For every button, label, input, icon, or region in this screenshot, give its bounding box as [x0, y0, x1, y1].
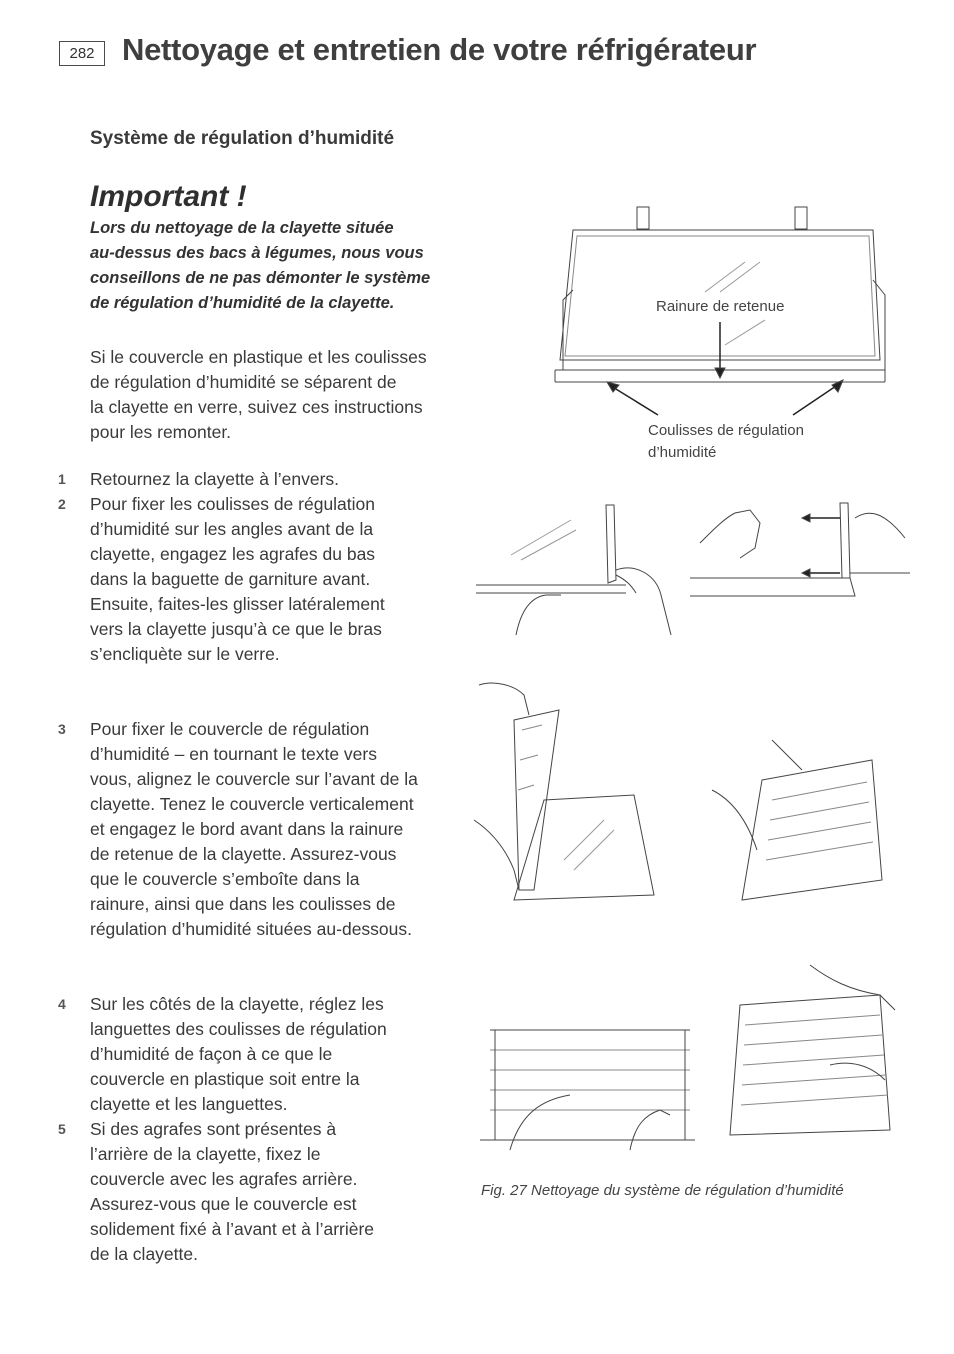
step-text	[90, 467, 339, 492]
illustration-insert-cover-right	[712, 740, 892, 910]
step-line: languettes des coulisses de régulation	[90, 1019, 387, 1039]
slide-pointer-left	[611, 386, 658, 415]
illustration-insert-cover-left	[474, 680, 684, 915]
step-line: vers la clayette jusqu’à ce que le bras	[90, 619, 382, 639]
step-line: d’humidité sur les angles avant de la	[90, 519, 374, 539]
label-line: Coulisses de régulation	[648, 422, 804, 439]
slide-pointer-right	[793, 384, 839, 415]
step-line: Pour fixer les coulisses de régulation	[90, 494, 376, 514]
label-retaining-groove: Rainure de retenue	[656, 298, 785, 315]
intro-line: la clayette en verre, suivez ces instructions	[90, 397, 423, 417]
step-line: d’humidité – en tournant le texte vers	[90, 744, 377, 764]
shelf-tab	[637, 207, 649, 229]
figure-caption: Fig. 27 Nettoyage du système de régulation d’humidité	[481, 1182, 844, 1199]
step-line: Sur les côtés de la clayette, réglez les	[90, 994, 384, 1014]
step-line: clayette, engagez les agrafes du bas	[90, 544, 376, 564]
hand-icon	[630, 1110, 670, 1150]
label-humidity-slides	[648, 420, 804, 464]
page-title: Nettoyage et entretien de votre réfrigérateur	[122, 32, 757, 67]
illustration-attach-slide-right	[690, 478, 910, 608]
illustration-attach-slide-left	[476, 485, 676, 635]
step-line: vous, alignez le couvercle sur l’avant de la	[90, 769, 418, 789]
hand-icon	[474, 820, 519, 890]
important-text	[90, 216, 450, 316]
step-line: couvercle avec les agrafes arrière.	[90, 1169, 358, 1189]
important-line: conseillons de ne pas démonter le système	[90, 269, 431, 287]
important-line: au-dessus des bacs à légumes, nous vous	[90, 244, 424, 262]
step-number: 5	[58, 1121, 66, 1137]
hand-icon	[616, 568, 671, 635]
step-line: rainure, ainsi que dans les coulisses de	[90, 894, 396, 914]
step-line: Pour fixer le couvercle de régulation	[90, 719, 370, 739]
humidity-cover	[742, 760, 882, 900]
illustration-adjust-tabs-left	[470, 1025, 695, 1150]
arrow-icon	[802, 569, 810, 577]
step-number: 4	[58, 996, 66, 1012]
step-line: Si des agrafes sont présentes à	[90, 1119, 337, 1139]
shelf-tab	[795, 207, 807, 229]
hand-icon	[479, 683, 529, 715]
step-text	[90, 717, 418, 942]
step-line: Retournez la clayette à l’envers.	[90, 469, 340, 489]
step-text	[90, 492, 385, 667]
step-line: clayette et les languettes.	[90, 1094, 288, 1114]
step-line: s’encliquète sur le verre.	[90, 644, 280, 664]
section-heading: Système de régulation d’humidité	[90, 128, 395, 149]
step-text	[90, 992, 387, 1117]
important-title: Important !	[90, 180, 247, 213]
step-line: couvercle en plastique soit entre la	[90, 1069, 360, 1089]
important-line: de régulation d’humidité de la clayette.	[90, 294, 395, 312]
step-line: Assurez-vous que le couvercle est	[90, 1194, 357, 1214]
step-number: 2	[58, 496, 66, 512]
intro-line: de régulation d’humidité se séparent de	[90, 372, 397, 392]
hand-icon	[772, 740, 802, 770]
step-line: clayette. Tenez le couvercle verticalement	[90, 794, 414, 814]
step-line: régulation d’humidité situées au-dessous.	[90, 919, 412, 939]
illustration-adjust-tabs-right	[720, 965, 900, 1145]
important-line: Lors du nettoyage de la clayette située	[90, 219, 394, 237]
step-line: d’humidité de façon à ce que le	[90, 1044, 333, 1064]
intro-line: Si le couvercle en plastique et les coulisses	[90, 347, 427, 367]
intro-line: pour les remonter.	[90, 422, 232, 442]
shelf-diagram	[555, 200, 905, 390]
hand-icon	[700, 510, 760, 558]
hand-icon	[855, 513, 905, 538]
step-number: 3	[58, 721, 66, 737]
step-text	[90, 1117, 374, 1267]
step-line: et engagez le bord avant dans la rainure	[90, 819, 404, 839]
intro-paragraph	[90, 345, 427, 445]
step-line: Ensuite, faites-les glisser latéralement	[90, 594, 385, 614]
step-line: de retenue de la clayette. Assurez-vous	[90, 844, 397, 864]
arrow-icon	[802, 514, 810, 522]
arrow-icon	[715, 368, 725, 378]
hand-icon	[516, 595, 561, 635]
hand-icon	[712, 790, 757, 850]
hand-icon	[510, 1095, 570, 1150]
step-number: 1	[58, 471, 66, 487]
page-number: 282	[59, 41, 105, 66]
step-line: solidement fixé à l’avant et à l’arrière	[90, 1219, 375, 1239]
label-line: d’humidité	[648, 444, 717, 461]
step-line: l’arrière de la clayette, fixez le	[90, 1144, 321, 1164]
hand-icon	[810, 965, 895, 1010]
step-line: que le couvercle s’emboîte dans la	[90, 869, 360, 889]
step-line: dans la baguette de garniture avant.	[90, 569, 371, 589]
step-line: de la clayette.	[90, 1244, 198, 1264]
